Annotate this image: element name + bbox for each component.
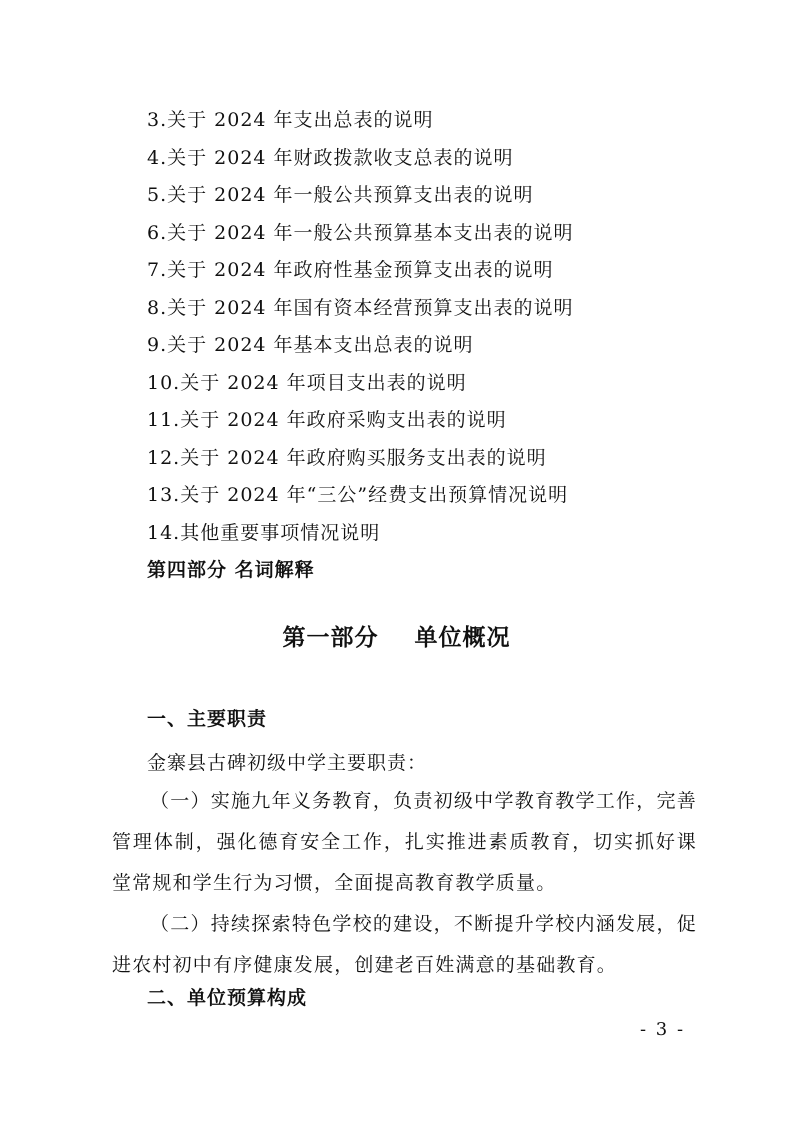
duty-paragraph-1: （一）实施九年义务教育，负责初级中学教育教学工作，完善管理体制，强化德育安全工作，扎实推进素质教育，切实抓好课堂常规和学生行为习惯，全面提高教育教学质量。 bbox=[112, 790, 697, 894]
toc-item: 10.关于 2024 年项目支出表的说明 bbox=[147, 371, 467, 394]
toc-item: 8.关于 2024 年国有资本经营预算支出表的说明 bbox=[147, 296, 574, 319]
toc-item: 11.关于 2024 年政府采购支出表的说明 bbox=[147, 409, 507, 431]
heading-budget-composition: 二、单位预算构成 bbox=[147, 987, 308, 1009]
toc-item: 3.关于 2024 年支出总表的说明 bbox=[147, 109, 434, 131]
toc-item: 7.关于 2024 年政府性基金预算支出表的说明 bbox=[147, 259, 554, 281]
toc-item: 5.关于 2024 年一般公共预算支出表的说明 bbox=[147, 184, 534, 206]
toc-item: 9.关于 2024 年基本支出总表的说明 bbox=[147, 334, 474, 356]
toc-item: 14.其他重要事项情况说明 bbox=[147, 521, 381, 544]
toc-item: 4.关于 2024 年财政拨款收支总表的说明 bbox=[147, 146, 514, 169]
section-title: 第一部分 单位概况 bbox=[282, 625, 511, 651]
page-number: - 3 - bbox=[640, 1019, 686, 1040]
toc-item: 13.关于 2024 年“三公”经费支出预算情况说明 bbox=[147, 484, 569, 506]
duty-paragraph-2: （二）持续探索特色学校的建设，不断提升学校内涵发展，促进农村初中有序健康发展，创建老百姓满意的基础教育。 bbox=[112, 913, 697, 976]
toc-item: 6.关于 2024 年一般公共预算基本支出表的说明 bbox=[147, 221, 574, 244]
heading-main-duties: 一、主要职责 bbox=[147, 708, 268, 730]
toc-item: 12.关于 2024 年政府购买服务支出表的说明 bbox=[147, 446, 547, 469]
duties-intro: 金寨县古碑初级中学主要职责： bbox=[147, 752, 428, 774]
table-of-contents bbox=[147, 102, 747, 590]
toc-part-four: 第四部分 名词解释 bbox=[147, 559, 315, 581]
